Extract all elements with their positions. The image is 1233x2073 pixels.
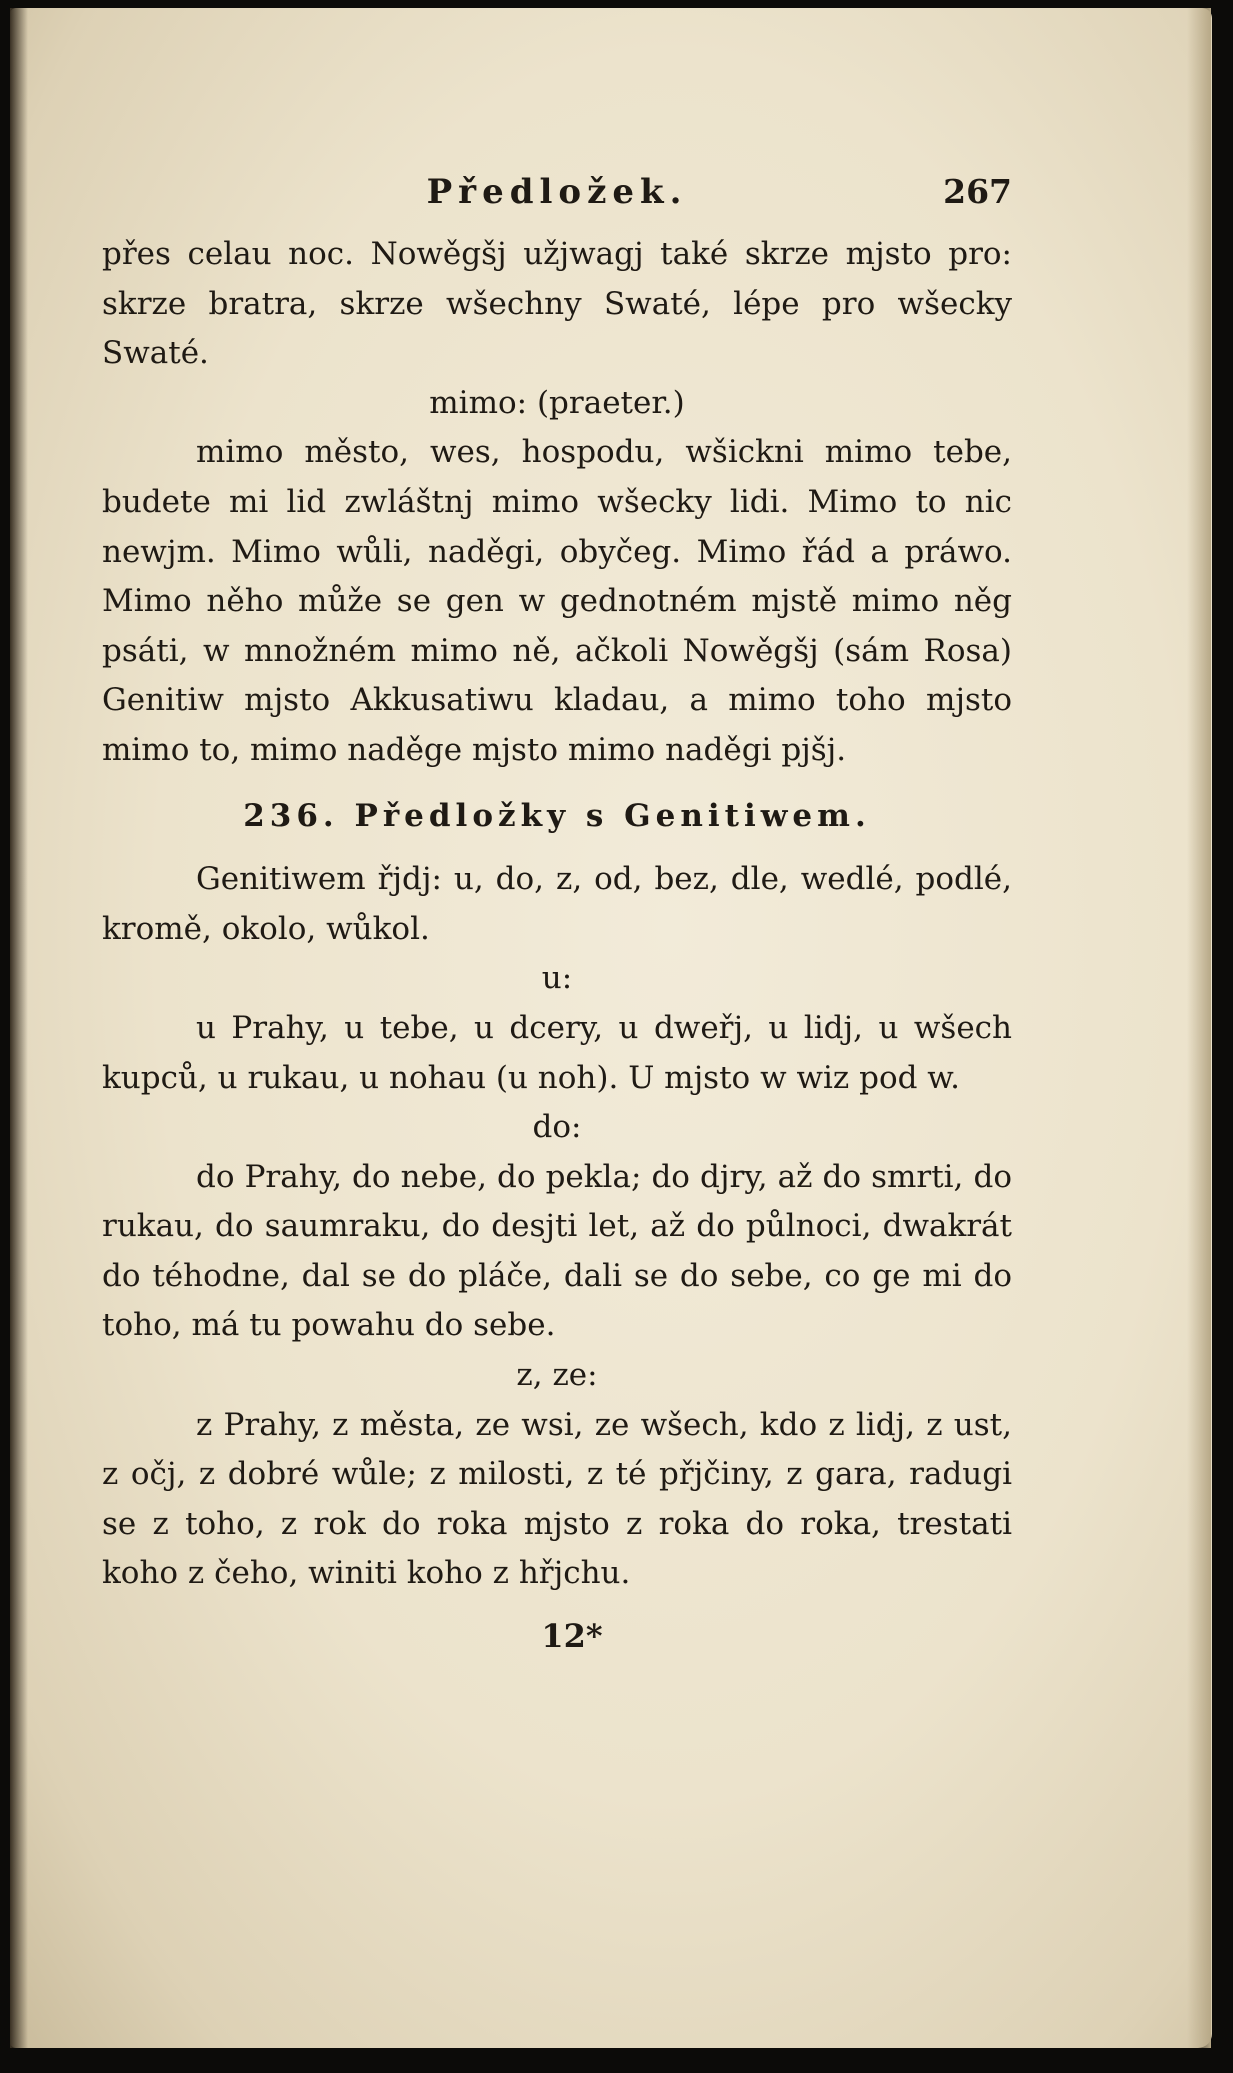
mimo-heading: mimo: (praeter.) <box>429 384 685 421</box>
running-title: Předložek. <box>426 172 688 212</box>
do-paragraph: do Prahy, do nebe, do pekla; do djry, až do smrti, do rukau, do saumraku, do desjti let, až do půlnoci, dwakrát do téhodne, dal se do pláče, dali se do sebe, co ge mi do toho, má tu powahu do sebe. <box>102 1158 1012 1344</box>
section-heading: 236. Předložky s Genitiwem. <box>243 797 871 834</box>
page-gutter-shadow <box>10 8 28 2048</box>
do-heading: do: <box>532 1109 582 1146</box>
page-edge-shadow <box>1187 8 1211 2048</box>
u-heading: u: <box>541 960 573 997</box>
z-heading: z, ze: <box>516 1357 598 1394</box>
page-number: 267 <box>943 172 1012 211</box>
section-intro: Genitiwem řjdj: u, do, z, od, bez, dle, wedlé, podlé, kromě, okolo, wůkol. <box>102 861 1012 947</box>
page-header <box>102 172 1012 230</box>
u-paragraph: u Prahy, u tebe, u dcery, u dweřj, u lidj, u wšech kupců, u rukau, u nohau (u noh). U mjsto w wiz pod w. <box>102 1009 1012 1096</box>
z-paragraph: z Prahy, z města, ze wsi, ze wšech, kdo z lidj, z ust, z očj, z dobré wůle; z milosti, z té přjčiny, z gara, radugi se z toho, z rok do roka mjsto z roka do roka, trestati koho z čeho, winiti koho z hřjchu. <box>102 1406 1012 1592</box>
page-text-block <box>102 172 1012 1655</box>
mimo-paragraph: mimo město, wes, hospodu, wšickni mimo tebe, budete mi lid zwláštnj mimo wšecky lidi. Mimo to nic newjm. Mimo wůli, naděgi, obyčeg. Mimo řád a práwo. Mimo něho může se gen w gednotném mjstě mimo něg psáti, w množném mimo ně, ačkoli Nowěgšj (sám Rosa) Genitiw mjsto Akkusatiwu kladau, a mimo toho mjsto mimo to, mimo naděge mjsto mimo naděgi pjšj. <box>102 434 1012 768</box>
signature-mark: 12* <box>541 1617 603 1656</box>
paragraph-continued: přes celau noc. Nowěgšj užjwagj také skrze mjsto pro: skrze bratra, skrze wšechny Swaté, lépe pro wšecky Swaté. <box>102 236 1012 372</box>
